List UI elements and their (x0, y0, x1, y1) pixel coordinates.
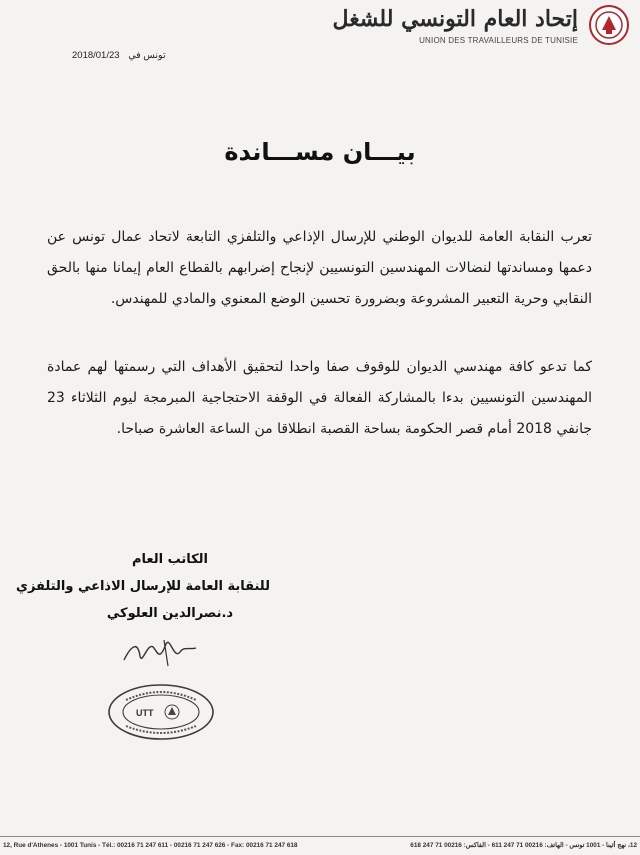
footer-address (0, 840, 640, 854)
signatory-name: د.نصرالدين العلوكي (106, 606, 234, 621)
page-title: بيـــان مســـاندة (224, 138, 416, 166)
official-stamp (106, 682, 216, 742)
signature-block (16, 546, 270, 627)
letterhead-logo (332, 4, 630, 54)
date-value: 2018/01/23 (72, 50, 120, 61)
body-paragraph-2: كما تدعو كافة مهندسي الديوان للوقوف صفا واحدا لتحقيق الأهداف التي رسمتها لهم عمادة المهندسين التونسيين بدءا بالمشاركة الفعالة في الوقفة الاحتجاجية المبرمجة ليوم الثلاثاء 23 جانفي 2018 أمام قصر الحكومة بساحة القصبة انطلاقا من الساعة العاشرة صباحا. (47, 359, 592, 437)
date-line (72, 50, 166, 61)
handwritten-signature (120, 630, 200, 670)
body-paragraph-1: تعرب النقابة العامة للديوان الوطني للإرسال الإذاعي والتلفزي التابعة لاتحاد عمال تونس عن دعمها ومساندتها لنضالات المهندسين التونسيين لإنجاح إضرابهم بالقطاع العام إيمانا منها بالحق النقابي وحرية التعبير المشروعة وبضرورة تحسين الوضع المعنوي والمادي للمهندس. (47, 229, 592, 307)
footer-address-french: 12, Rue d'Athenes - 1001 Tunis - Tél.: 00216 71 247 611 - 00216 71 247 626 - Fax: 00216 71 247 618 (3, 842, 298, 849)
org-name-french: UNION DES TRAVAILLEURS DE TUNISIE (419, 36, 578, 45)
org-name-arabic: إتحاد العام التونسي للشغل (332, 6, 578, 32)
place-label: تونس في (128, 50, 166, 61)
signatory-role: الكاتب العام (131, 552, 209, 567)
footer-divider (0, 836, 640, 837)
stamp-text: UTT (136, 708, 154, 718)
signatory-union: للنقابة العامة للإرسال الاذاعي والتلفزي (16, 579, 270, 594)
footer-address-arabic: 12، نهج أثينا - 1001 تونس - الهاتف: 00216 71 247 611 - الفاكس: 00216 71 247 618 (410, 842, 637, 849)
union-emblem-icon (588, 4, 630, 46)
